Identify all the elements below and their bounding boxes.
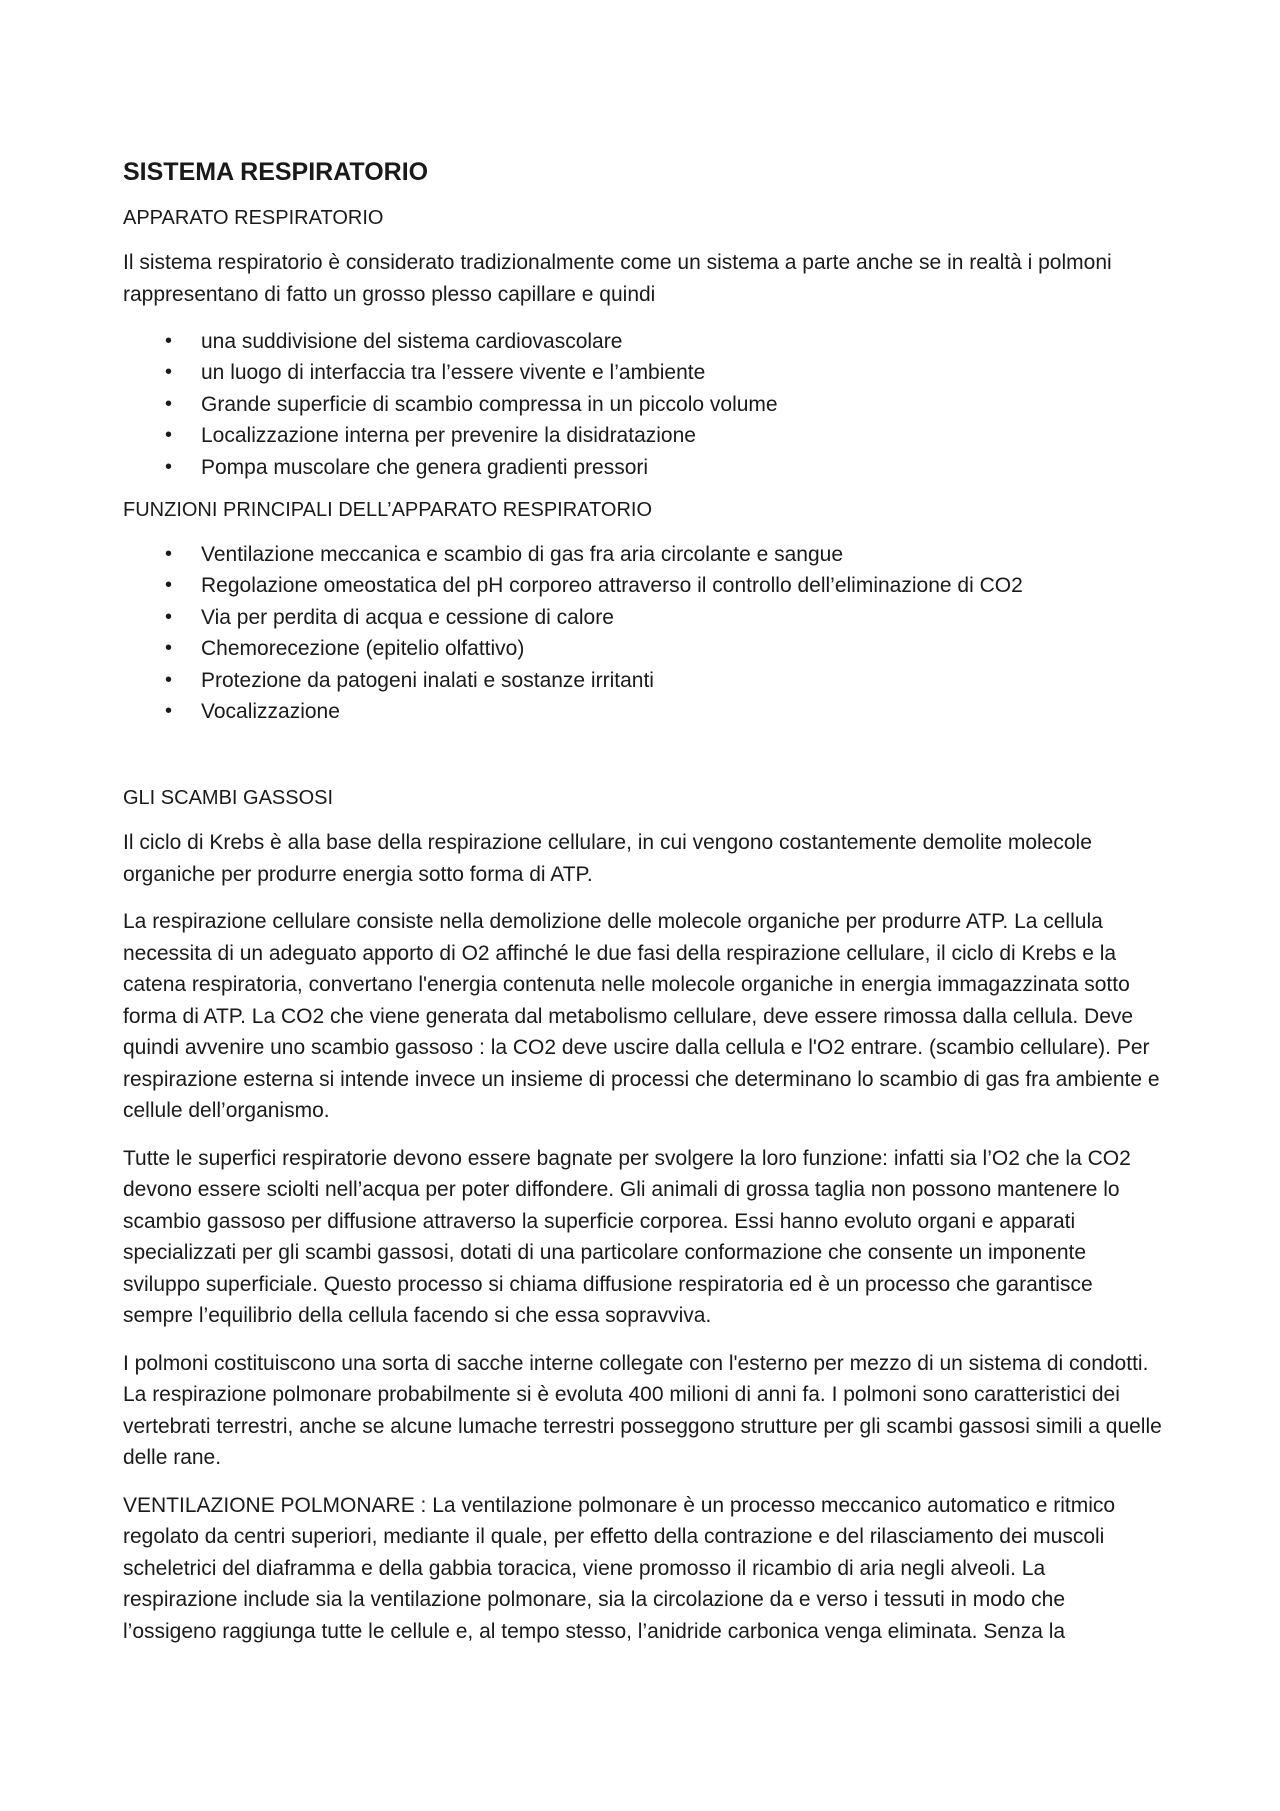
list-item: • Regolazione omeostatica del pH corporeo attraverso il controllo dell’eliminazione di CO2: [201, 570, 1164, 601]
document-title: SISTEMA RESPIRATORIO: [123, 158, 429, 186]
bullet-icon: •: [165, 392, 173, 415]
bullet-icon: •: [165, 361, 173, 384]
bullet-list-funzioni: [123, 539, 1164, 727]
section-heading-scambi: GLI SCAMBI GASSOSI: [123, 787, 334, 810]
blank-space: [123, 739, 1164, 783]
list-item: • Via per perdita di acqua e cessione di calore: [201, 602, 1164, 633]
list-item: • Protezione da patogeni inalati e sostanze irritanti: [201, 665, 1164, 696]
paragraph-intro: Il sistema respiratorio è considerato tradizionalmente come un sistema a parte anche se in realtà i polmoni rappresentano di fatto un grosso plesso capillare e quindi: [123, 251, 1112, 306]
section-heading-apparato: APPARATO RESPIRATORIO: [123, 207, 384, 229]
list-item: • una suddivisione del sistema cardiovascolare: [201, 326, 1164, 357]
bullet-icon: •: [165, 455, 173, 478]
paragraph-krebs: Il ciclo di Krebs è alla base della respirazione cellulare, in cui vengono costantemente demolite molecole organiche per produrre energia sotto forma di ATP.: [123, 831, 1092, 886]
bullet-icon: •: [165, 700, 173, 723]
paragraph-superfici-respiratorie: Tutte le superfici respiratorie devono essere bagnate per svolgere la loro funzione: infatti sia l’O2 che la CO2 devono essere sciolti nell’acqua per poter diffondere. Gli animali di grossa taglia non possono mantenere lo scambio gassoso per diffusione attraverso la superficie corporea. Essi hanno evoluto organi e apparati specializzati per gli scambi gassosi, dotati di una particolare conformazione che consente un imponente sviluppo superficiale. Questo processo si chiama diffusione respiratoria ed è un processo che garantisce sempre l’equilibrio della cellula facendo si che essa sopravviva.: [123, 1146, 1131, 1328]
list-item: • Vocalizzazione: [201, 696, 1164, 727]
paragraph-polmoni: I polmoni costituiscono una sorta di sacche interne collegate con l'esterno per mezzo di un sistema di condotti. La respirazione polmonare probabilmente si è evoluta 400 milioni di anni fa. I polmoni sono caratteristici dei vertebrati terrestri, anche se alcune lumache terrestri posseggono strutture per gli scambi gassosi simili a quelle delle rane.: [123, 1351, 1162, 1470]
list-item: • Ventilazione meccanica e scambio di gas fra aria circolante e sangue: [201, 539, 1164, 570]
bullet-icon: •: [165, 605, 173, 628]
list-item: • un luogo di interfaccia tra l’essere vivente e l’ambiente: [201, 357, 1164, 388]
section-heading-funzioni: FUNZIONI PRINCIPALI DELL’APPARATO RESPIRATORIO: [123, 499, 653, 522]
list-item: • Localizzazione interna per prevenire la disidratazione: [201, 420, 1164, 451]
bullet-icon: •: [165, 330, 173, 352]
paragraph-ventilazione: VENTILAZIONE POLMONARE : La ventilazione polmonare è un processo meccanico automatico e ritmico regolato da centri superiori, mediante il quale, per effetto della contrazione e del rilasciamento dei muscoli scheletrici del diaframma e della gabbia toracica, viene promosso il ricambio di aria negli alveoli. La respirazione include sia la ventilazione polmonare, sia la circolazione da e verso i tessuti in modo che l’ossigeno raggiunga tutte le cellule e, al tempo stesso, l’anidride carbonica venga eliminata. Senza la: [123, 1493, 1116, 1643]
bullet-icon: •: [165, 574, 173, 597]
list-item: • Grande superficie di scambio compressa in un piccolo volume: [201, 389, 1164, 420]
paragraph-respirazione-cellulare: La respirazione cellulare consiste nella demolizione delle molecole organiche per produrre ATP. La cellula necessita di un adeguato apporto di O2 affinché le due fasi della respirazione cellulare, il ciclo di Krebs e la catena respiratoria, convertano l'energia contenuta nelle molecole organiche in energia immagazzinata sotto forma di ATP. La CO2 che viene generata dal metabolismo cellulare, deve essere rimossa dalla cellula. Deve quindi avvenire uno scambio gassoso : la CO2 deve uscire dalla cellula e l'O2 entrare. (scambio cellulare). Per respirazione esterna si intende invece un insieme di processi che determinano lo scambio di gas fra ambiente e cellule dell’organismo.: [123, 910, 1160, 1123]
list-item: • Chemorecezione (epitelio olfattivo): [201, 633, 1164, 664]
bullet-icon: •: [165, 668, 173, 691]
bullet-icon: •: [165, 424, 173, 447]
list-item: • Pompa muscolare che genera gradienti pressori: [201, 452, 1164, 483]
bullet-icon: •: [165, 543, 173, 566]
bullet-list-apparato: [123, 326, 1164, 483]
bullet-icon: •: [165, 637, 173, 660]
